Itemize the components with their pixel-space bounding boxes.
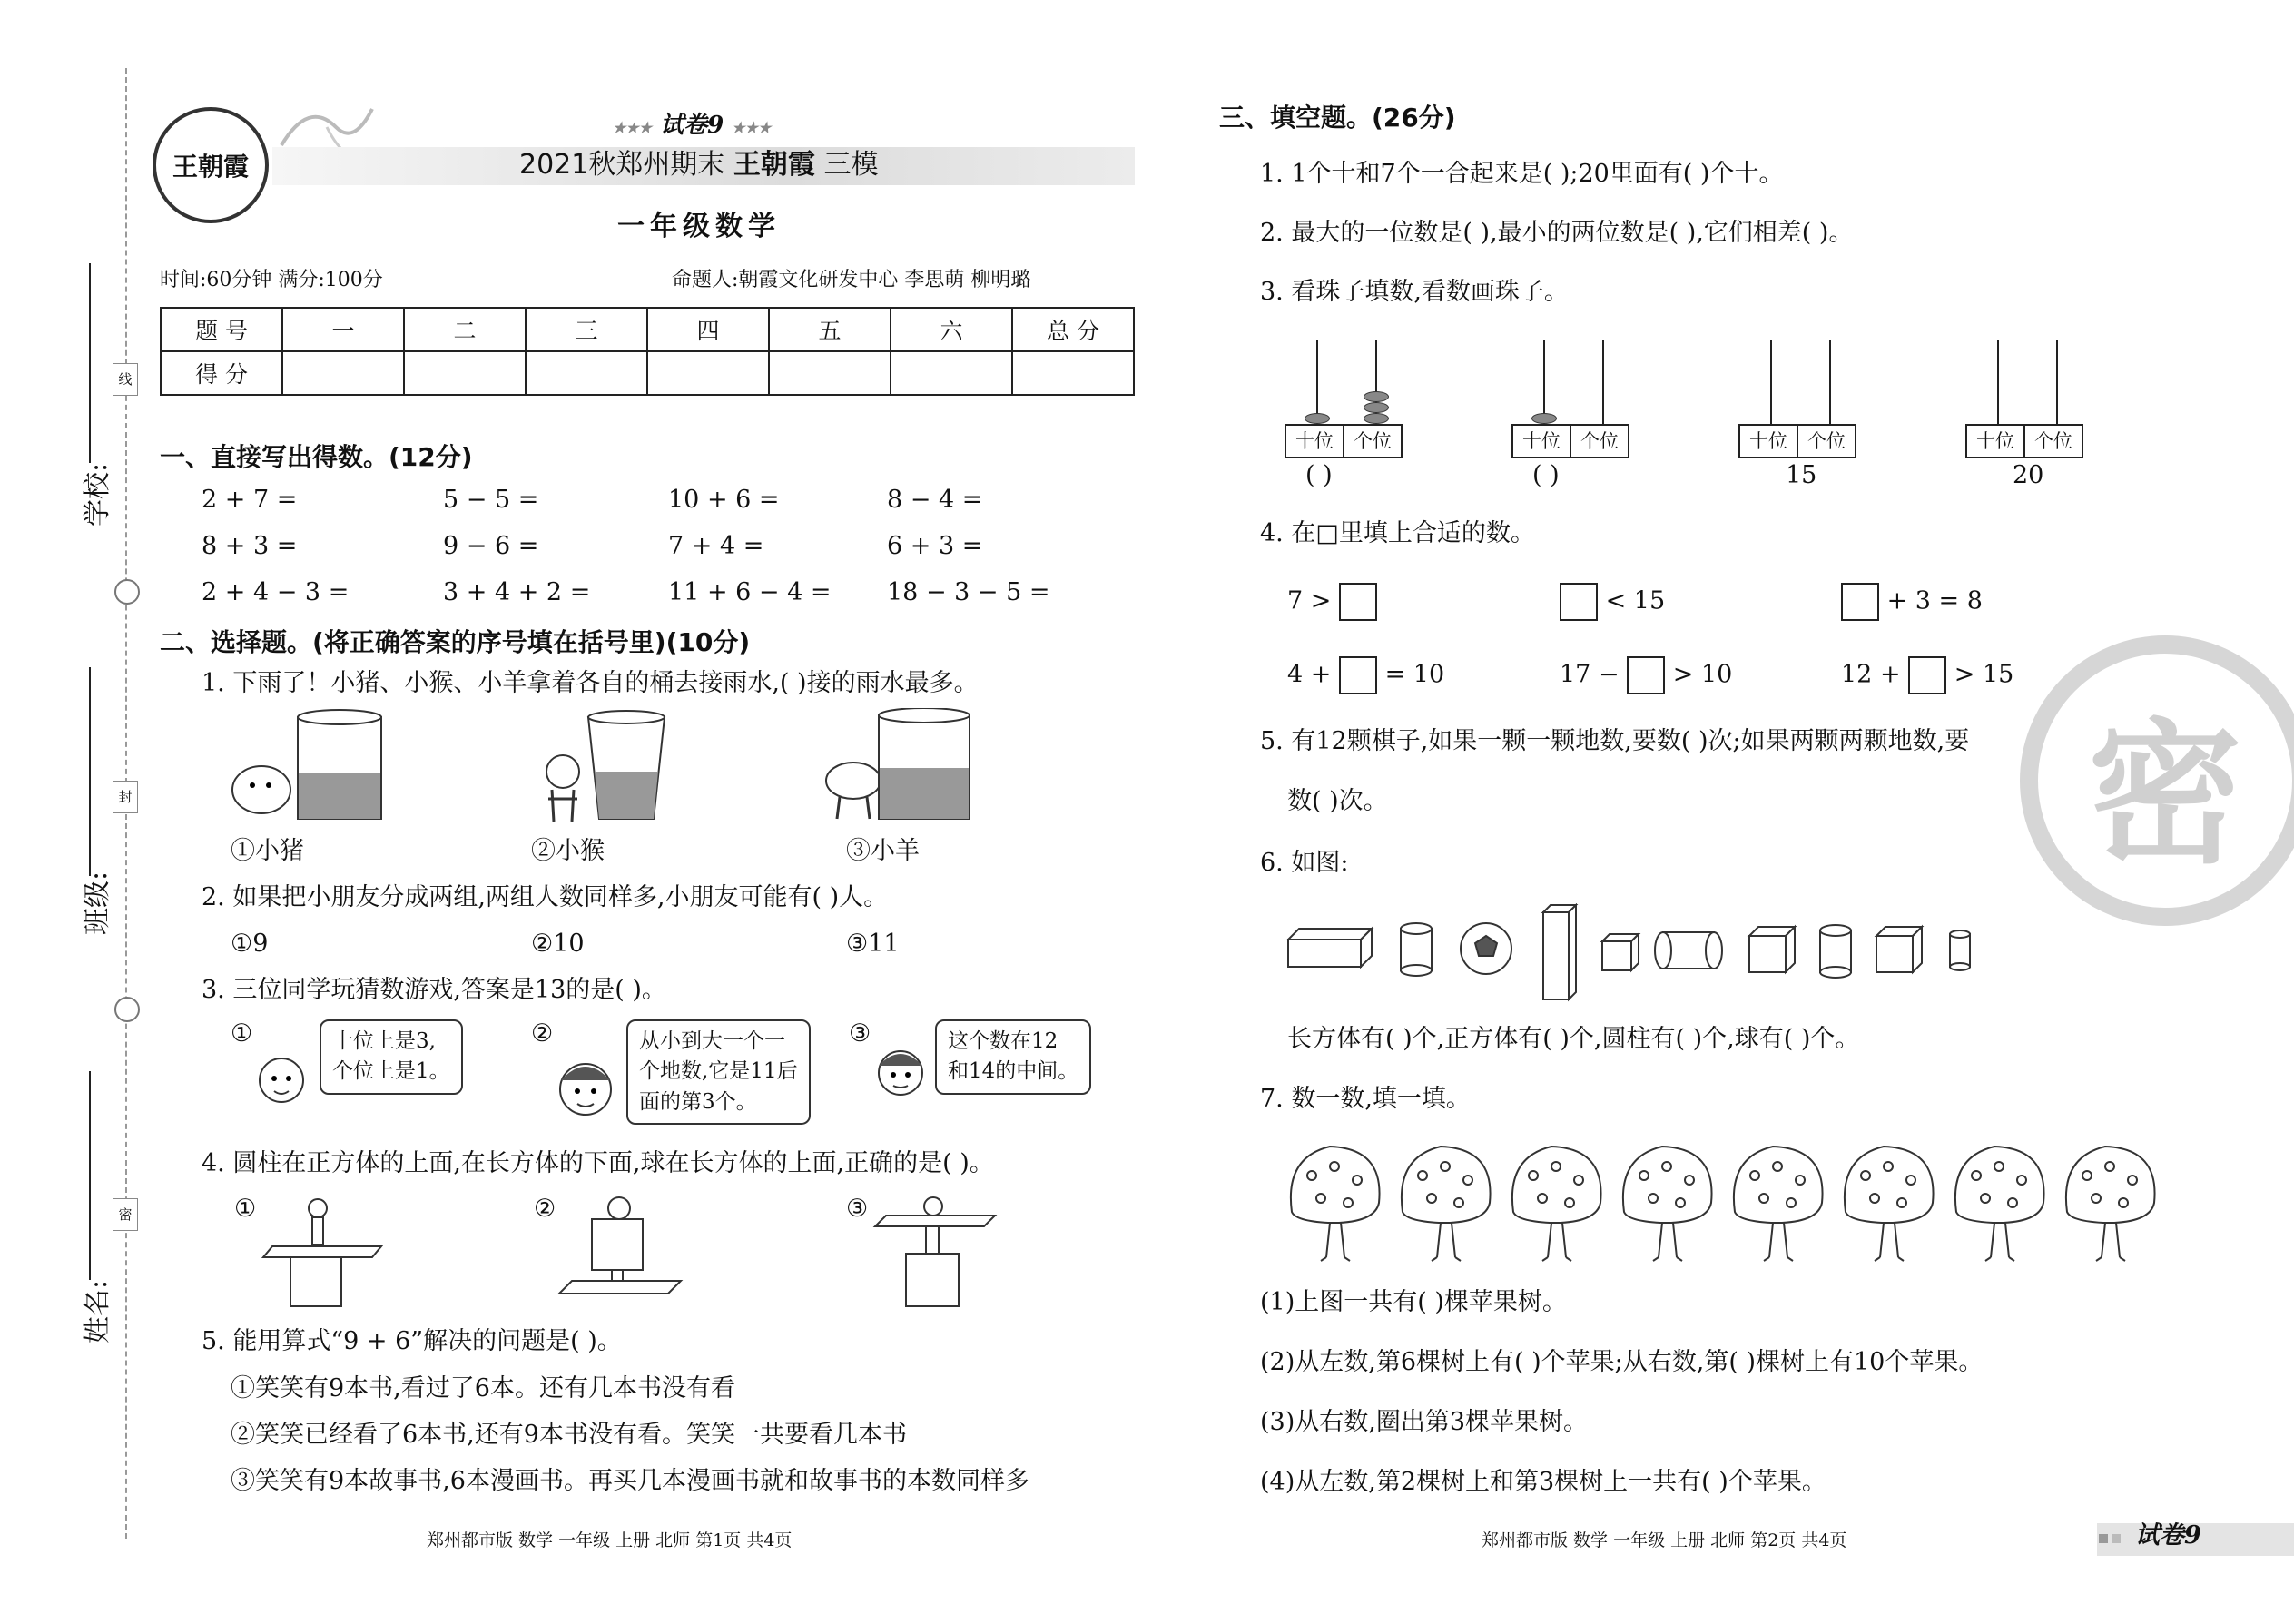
calc-item: 6 + 3 = — [887, 532, 983, 560]
corner-label: 试卷9 — [2135, 1521, 2201, 1550]
q3-num: ① — [231, 1019, 253, 1048]
answer-box[interactable] — [1841, 583, 1879, 621]
fill-box-item: 17 − > 10 — [1560, 656, 1732, 694]
q5-option[interactable]: ②笑笑已经看了6本书,还有9本书没有看。笑笑一共要看几本书 — [231, 1421, 907, 1449]
bead-icon — [1531, 413, 1557, 424]
q3-text: 3. 三位同学玩猜数游戏,答案是13的是( )。 — [202, 976, 666, 1004]
speech-bubble — [626, 1019, 811, 1125]
place-label: 十位 — [1976, 430, 2014, 452]
r-q7-sub: (1)上图一共有( )棵苹果树。 — [1260, 1288, 1567, 1316]
q2-text: 2. 如果把小朋友分成两组,两组人数同样多,小朋友可能有( )人。 — [202, 883, 889, 911]
stack-illustration-1 — [254, 1194, 390, 1312]
fill-box-item: 12 + > 15 — [1841, 656, 2013, 694]
answer-box[interactable] — [1627, 656, 1665, 694]
r-q7-sub: (2)从左数,第6棵树上有( )个苹果;从右数,第( )棵树上有10个苹果。 — [1260, 1348, 1984, 1376]
calc-item: 11 + 6 − 4 = — [668, 578, 832, 606]
place-label: 十位 — [1749, 430, 1787, 452]
sheep-bucket-illustration — [817, 708, 999, 826]
speech-bubble — [320, 1019, 463, 1095]
r-q3-text: 3. 看珠子填数,看数画珠子。 — [1260, 278, 1569, 306]
q5-option[interactable]: ③笑笑有9本故事书,6本漫画书。再买几本漫画书就和故事书的本数同样多 — [231, 1467, 1029, 1495]
bead-icon — [1364, 413, 1389, 424]
bubble-line: 和14的中间。 — [948, 1059, 1079, 1084]
square-icon — [2099, 1534, 2108, 1543]
abacus — [1511, 340, 1635, 458]
bubble-line: 面的第3个。 — [639, 1089, 757, 1114]
q5-text: 5. 能用算式“9 + 6”解决的问题是( )。 — [202, 1327, 622, 1355]
q4-num: ③ — [846, 1195, 869, 1223]
bead-icon — [1364, 391, 1389, 402]
girl-face-icon — [254, 1044, 309, 1117]
left-footer: 郑州都市版 数学 一年级 上册 北师 第1页 共4页 — [427, 1530, 793, 1550]
q1-text: 1. 下雨了！小猪、小猴、小羊拿着各自的桶去接雨水,( )接的雨水最多。 — [202, 669, 979, 697]
fill-box-item: 4 + = 10 — [1287, 656, 1444, 694]
table-cell: 三 — [526, 308, 647, 351]
pig-bucket-illustration — [225, 708, 425, 826]
section3-title: 三、填空题。(26分) — [1219, 103, 1456, 133]
score-cell[interactable] — [769, 351, 891, 395]
calc-item: 3 + 4 + 2 = — [443, 578, 591, 606]
abacus-number: 15 — [1786, 461, 1817, 489]
calc-item: 2 + 7 = — [202, 486, 298, 514]
q4-text: 4. 圆柱在正方体的上面,在长方体的下面,球在长方体的上面,正确的是( )。 — [202, 1149, 994, 1177]
paper-label: ★★★ 试卷9 ★★★ — [613, 112, 772, 139]
calc-item: 8 + 3 = — [202, 532, 298, 560]
r-q5-line1: 5. 有12颗棋子,如果一颗一颗地数,要数( )次;如果两颗两颗地数,要 — [1260, 727, 1970, 755]
abacus-answer[interactable]: ( ) — [1532, 461, 1560, 489]
side-mark-feng: 封 — [113, 781, 138, 813]
r-q1-text: 1. 1个十和7个一合起来是( );20里面有( )个十。 — [1260, 160, 1784, 188]
q2-option[interactable]: ③11 — [846, 930, 900, 958]
q2-option[interactable]: ①9 — [231, 930, 269, 958]
table-cell: 一 — [282, 308, 404, 351]
table-cell: 五 — [769, 308, 891, 351]
right-footer: 郑州都市版 数学 一年级 上册 北师 第2页 共4页 — [1482, 1530, 1847, 1550]
abacus[interactable] — [1738, 340, 1862, 458]
table-cell: 六 — [891, 308, 1012, 351]
section1-title: 一、直接写出得数。(12分) — [160, 442, 473, 472]
side-mark-mi: 密 — [113, 1198, 138, 1231]
r-q4-text: 4. 在□里填上合适的数。 — [1260, 519, 1535, 547]
r-q5-line2: 数( )次。 — [1287, 787, 1388, 815]
place-label: 个位 — [1570, 426, 1628, 457]
q1-option[interactable]: ①小猪 — [231, 837, 304, 865]
place-label: 个位 — [2023, 426, 2082, 457]
abacus[interactable] — [1965, 340, 2089, 458]
q2-option[interactable]: ②10 — [531, 930, 585, 958]
score-cell[interactable] — [526, 351, 647, 395]
class-label: 班级: — [82, 871, 113, 935]
bead-icon — [1305, 413, 1330, 424]
q3-num: ③ — [849, 1019, 871, 1048]
place-label: 十位 — [1522, 430, 1561, 452]
q1-option[interactable]: ②小猴 — [531, 837, 605, 865]
calc-item: 7 + 4 = — [668, 532, 764, 560]
bubble-line: 个地数,它是11后 — [639, 1059, 798, 1084]
r-q2-text: 2. 最大的一位数是( ),最小的两位数是( ),它们相差( )。 — [1260, 219, 1854, 247]
score-cell[interactable] — [282, 351, 404, 395]
answer-box[interactable] — [1560, 583, 1598, 621]
place-label: 十位 — [1295, 430, 1334, 452]
punch-hole-icon — [114, 579, 140, 605]
score-table-score-row — [161, 351, 1134, 395]
stack-illustration-3 — [870, 1194, 1006, 1312]
score-cell[interactable] — [404, 351, 526, 395]
fill-box-item: + 3 = 8 — [1841, 583, 1983, 621]
abacus-answer[interactable]: ( ) — [1305, 461, 1333, 489]
school-line — [89, 263, 91, 463]
apple-trees-row — [1285, 1139, 2165, 1262]
boy-face-icon — [554, 1053, 617, 1126]
score-cell[interactable] — [891, 351, 1012, 395]
section2-title: 二、选择题。(将正确答案的序号填在括号里)(10分) — [160, 627, 751, 657]
r-q6-answer: 长方体有( )个,正方体有( )个,圆柱有( )个,球有( )个。 — [1287, 1025, 1860, 1053]
q5-option[interactable]: ①笑笑有9本书,看过了6本。还有几本书没有看 — [231, 1374, 735, 1403]
table-cell: 四 — [647, 308, 769, 351]
punch-hole-icon — [114, 997, 140, 1022]
subject-title: 一年级数学 — [617, 211, 781, 242]
calc-item: 18 − 3 − 5 = — [887, 578, 1050, 606]
calc-item: 2 + 4 − 3 = — [202, 578, 350, 606]
class-line — [89, 667, 91, 876]
score-table — [160, 307, 1135, 396]
fill-box-item: 7 > — [1287, 583, 1377, 621]
square-icon — [2112, 1534, 2121, 1543]
q1-option[interactable]: ③小羊 — [846, 837, 920, 865]
r-q6-text: 6. 如图: — [1260, 849, 1349, 877]
name-line — [89, 1071, 91, 1280]
calc-item: 5 − 5 = — [443, 486, 539, 514]
answer-box[interactable] — [1339, 583, 1377, 621]
bubble-line: 个位上是1。 — [332, 1059, 450, 1084]
time-info: 时间:60分钟 满分:100分 — [160, 269, 383, 291]
calc-item: 9 − 6 = — [443, 532, 539, 560]
table-cell: 总 分 — [1012, 308, 1134, 351]
child-face-icon — [873, 1037, 928, 1109]
r-q7-sub: (4)从左数,第2棵树上和第3棵树上一共有( )个苹果。 — [1260, 1468, 1826, 1496]
fill-box-item: < 15 — [1560, 583, 1665, 621]
exam-title: 2021秋郑州期末 王朝霞 三模 — [519, 149, 879, 181]
brand-logo: 王朝霞 — [153, 107, 269, 223]
calc-item: 8 − 4 = — [887, 486, 983, 514]
place-label: 个位 — [1343, 426, 1401, 457]
name-label: 姓名: — [82, 1279, 113, 1343]
confidential-stamp: 密 — [2020, 635, 2294, 926]
place-label: 个位 — [1797, 426, 1855, 457]
side-mark-xian: 线 — [113, 363, 138, 396]
table-cell: 题 号 — [161, 308, 282, 351]
q4-num: ① — [234, 1195, 257, 1223]
score-table-header-row — [161, 308, 1134, 351]
table-cell: 二 — [404, 308, 526, 351]
bubble-line: 从小到大一个一 — [639, 1029, 785, 1053]
solid-shapes-row — [1285, 903, 1984, 1003]
r-q7-sub: (3)从右数,圈出第3棵苹果树。 — [1260, 1408, 1589, 1436]
score-cell[interactable] — [1012, 351, 1134, 395]
abacus — [1285, 340, 1408, 458]
bubble-line: 十位上是3, — [332, 1029, 436, 1053]
answer-box[interactable] — [1908, 656, 1946, 694]
q4-num: ② — [534, 1195, 556, 1223]
school-label: 学校: — [82, 462, 113, 527]
speech-bubble — [935, 1019, 1091, 1095]
calc-item: 10 + 6 = — [668, 486, 780, 514]
bead-icon — [1364, 402, 1389, 413]
abacus-number: 20 — [2013, 461, 2044, 489]
score-cell[interactable] — [647, 351, 769, 395]
q3-num: ② — [531, 1019, 554, 1048]
author-info: 命题人:朝霞文化研发中心 李思萌 柳明璐 — [672, 269, 1031, 291]
bubble-line: 这个数在12 — [948, 1029, 1058, 1053]
monkey-bucket-illustration — [527, 708, 708, 826]
table-cell: 得 分 — [161, 351, 282, 395]
stack-illustration-2 — [556, 1194, 692, 1312]
r-q7-text: 7. 数一数,填一填。 — [1260, 1085, 1471, 1113]
answer-box[interactable] — [1339, 656, 1377, 694]
